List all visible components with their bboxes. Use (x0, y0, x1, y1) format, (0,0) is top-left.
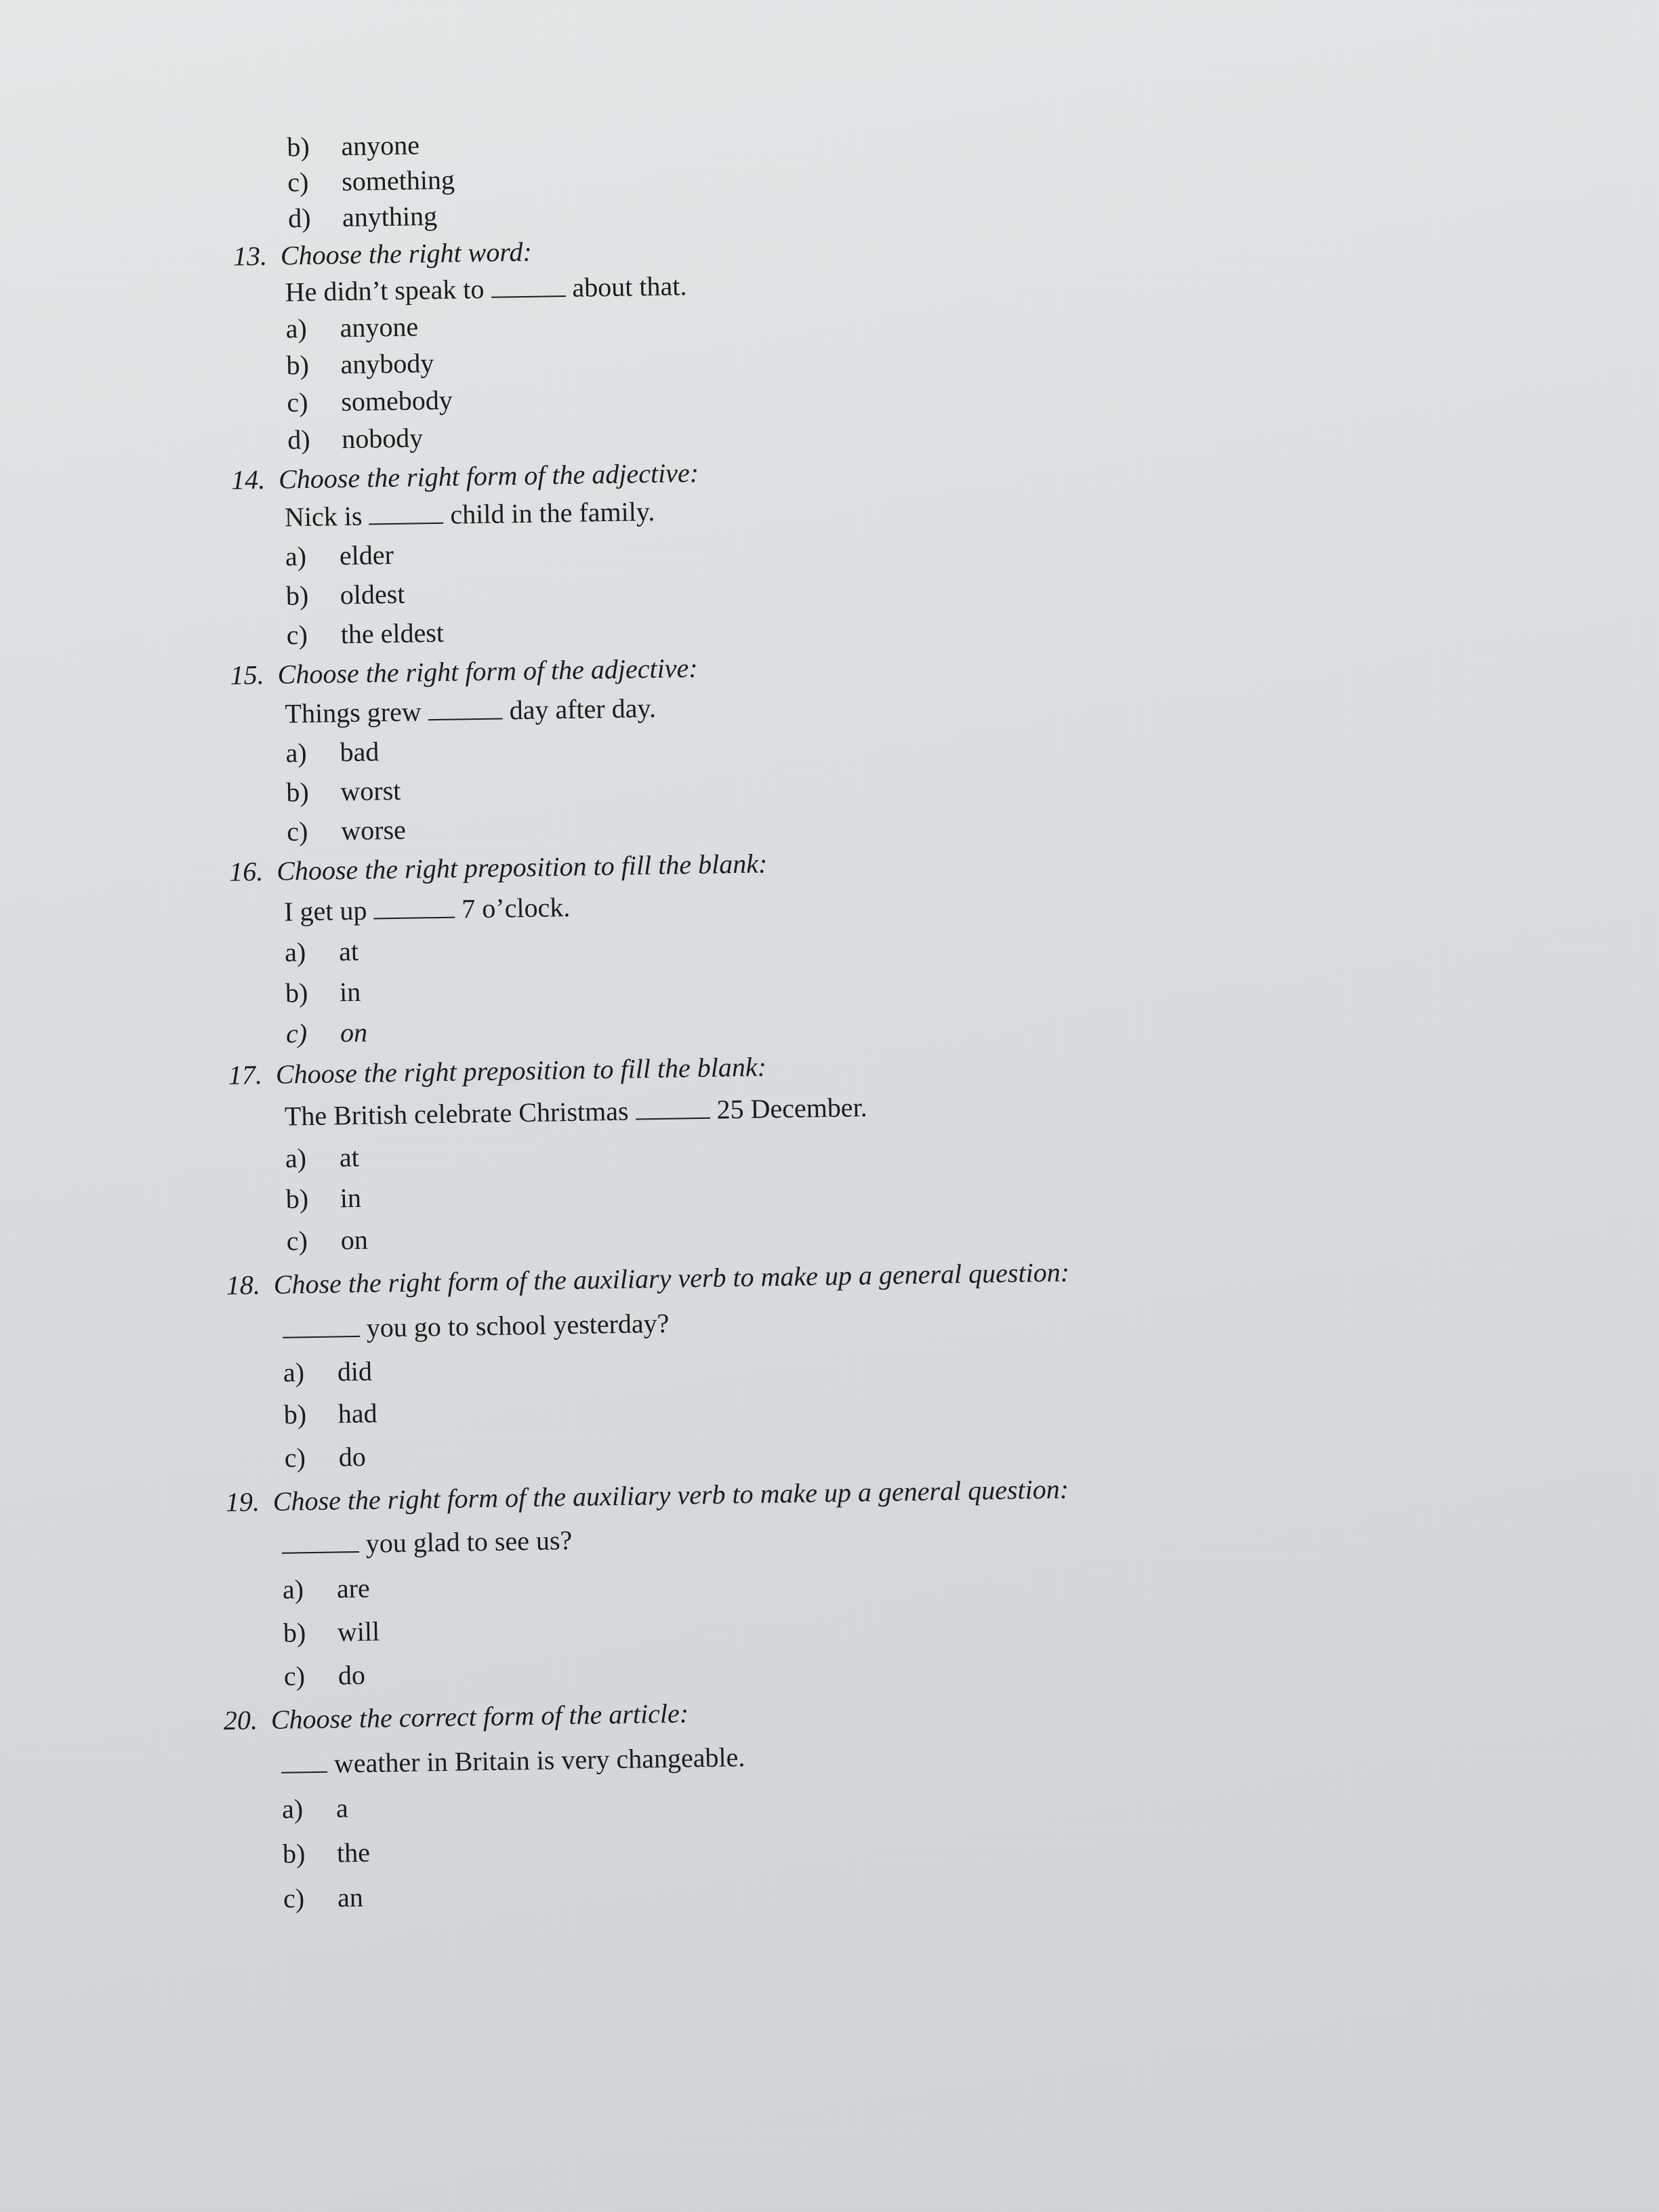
option-text: do (337, 1659, 366, 1691)
option-letter: c) (287, 386, 308, 418)
option-row (285, 539, 394, 573)
option-row (285, 735, 380, 769)
option-row (283, 1837, 371, 1870)
option-text: anything (342, 200, 438, 233)
option-row (283, 1355, 372, 1389)
question-stem (282, 1307, 669, 1346)
stem-after: 7 o’clock. (461, 891, 571, 924)
option-row (286, 1224, 368, 1258)
option-row (288, 200, 438, 234)
option-row (287, 814, 406, 848)
answer-blank (283, 1313, 361, 1338)
option-text: oldest (340, 578, 405, 611)
option-letter: a) (285, 1143, 307, 1174)
option-row (284, 1441, 366, 1475)
answer-blank (428, 695, 503, 720)
option-text: an (337, 1881, 364, 1913)
option-letter: d) (287, 202, 311, 234)
option-row (282, 1792, 349, 1826)
option-letter: b) (282, 1838, 306, 1869)
option-text: elder (339, 539, 394, 571)
option-text: anyone (340, 311, 419, 344)
option-letter: b) (283, 1399, 307, 1430)
option-text: in (339, 976, 361, 1008)
question-instruction: Choose the correct form of the article: (270, 1698, 689, 1736)
option-row (286, 347, 434, 382)
question-heading (226, 1256, 1069, 1302)
option-letter: c) (283, 1883, 305, 1914)
question-stem (285, 1091, 867, 1132)
question-heading (230, 652, 698, 692)
option-row (283, 1881, 364, 1915)
option-row (285, 310, 418, 345)
question-instruction: Choose the right preposition to fill the blank: (275, 1051, 767, 1090)
question-stem (285, 692, 656, 731)
option-letter: a) (283, 1357, 305, 1388)
answer-blank (373, 894, 455, 920)
option-text: anyone (341, 129, 420, 162)
question-instruction: Choose the right form of the adjective: (278, 457, 699, 495)
answer-blank (491, 272, 566, 298)
option-text: at (339, 1141, 360, 1173)
option-row (284, 1659, 366, 1693)
question-heading (225, 1473, 1069, 1519)
stem-after: about that. (572, 270, 687, 303)
option-text: did (337, 1355, 373, 1387)
question-instruction: Choose the right preposition to fill the blank: (276, 848, 768, 886)
option-text: do (338, 1441, 367, 1473)
option-letter: c) (286, 619, 308, 651)
option-row (287, 163, 455, 199)
option-text: are (336, 1572, 371, 1604)
option-text: bad (340, 736, 380, 768)
stem-before: Nick is (284, 500, 363, 533)
stem-after: day after day. (509, 692, 657, 726)
option-text: somebody (341, 384, 453, 417)
question-heading (233, 236, 532, 273)
option-letter: b) (285, 579, 309, 611)
stem-after: you go to school yesterday? (366, 1307, 670, 1343)
question-number: 13. (232, 240, 268, 272)
option-row (283, 1397, 377, 1431)
option-text: on (340, 1017, 368, 1048)
stem-after: you glad to see us? (365, 1525, 573, 1559)
option-text: worst (340, 775, 401, 807)
option-letter: c) (283, 1660, 306, 1692)
option-row (285, 976, 361, 1010)
option-letter: a) (281, 1793, 304, 1824)
stem-before: He didn’t speak to (285, 273, 485, 308)
stem-before: I get up (283, 895, 367, 927)
answer-blank (281, 1528, 359, 1554)
answer-blank (369, 499, 444, 525)
option-row (285, 1182, 361, 1216)
option-text: the eldest (340, 617, 445, 650)
option-text: at (338, 935, 359, 967)
option-letter: b) (285, 977, 308, 1008)
option-letter: c) (286, 1225, 308, 1256)
question-heading (228, 1050, 767, 1091)
stem-before: The British celebrate Christmas (284, 1095, 629, 1132)
question-stem (285, 270, 687, 308)
question-instruction: Choose the right form of the adjective: (277, 652, 698, 690)
question-stem (285, 495, 655, 534)
question-heading (231, 457, 699, 497)
stem-after: weather in Britain is very changeable. (333, 1742, 745, 1779)
option-text: on (340, 1224, 369, 1256)
option-text: anybody (340, 348, 434, 380)
answer-blank (635, 1094, 710, 1120)
question-heading (224, 1697, 689, 1737)
option-text: worse (340, 814, 407, 846)
stem-after: child in the family. (450, 495, 655, 530)
option-row (283, 1572, 371, 1606)
option-letter: a) (285, 312, 308, 344)
option-letter: c) (284, 1442, 306, 1473)
stem-after: 25 December. (716, 1092, 867, 1125)
option-row (285, 935, 359, 969)
option-text: had (337, 1397, 377, 1429)
option-row (286, 1017, 368, 1050)
question-heading (229, 847, 768, 888)
question-number: 18. (226, 1269, 261, 1300)
option-row (286, 617, 444, 652)
option-letter: a) (284, 937, 306, 968)
option-text: a (335, 1793, 349, 1824)
question-number: 16. (228, 856, 264, 887)
question-instruction: Choose the right word: (280, 236, 533, 271)
option-row (287, 384, 453, 419)
option-row (286, 775, 401, 809)
option-row (287, 129, 419, 163)
question-number: 17. (228, 1059, 263, 1090)
option-text: something (341, 164, 455, 197)
option-row (285, 578, 405, 613)
option-letter: b) (287, 131, 310, 163)
option-row (285, 1141, 360, 1175)
option-letter: c) (287, 166, 309, 198)
option-text: in (340, 1182, 362, 1214)
option-letter: b) (286, 349, 310, 381)
question-number: 20. (223, 1704, 258, 1736)
stem-before: Things grew (285, 696, 422, 729)
option-letter: c) (285, 1018, 308, 1049)
option-letter: a) (285, 541, 307, 572)
option-text: the (336, 1837, 371, 1868)
question-stem (281, 1741, 745, 1781)
question-stem (281, 1524, 572, 1561)
question-number: 19. (225, 1486, 260, 1518)
option-row (287, 422, 424, 456)
option-letter: a) (282, 1574, 304, 1605)
option-letter: b) (283, 1617, 306, 1648)
question-number: 15. (230, 659, 265, 691)
answer-blank (281, 1748, 328, 1774)
option-text: will (337, 1616, 380, 1647)
option-letter: c) (286, 816, 308, 847)
option-text: nobody (341, 422, 424, 455)
option-letter: b) (286, 776, 310, 808)
question-number: 14. (230, 464, 266, 495)
option-letter: b) (285, 1183, 309, 1214)
question-instruction: Chose the right form of the auxiliary verb to make up a general question: (272, 1473, 1069, 1517)
option-letter: a) (285, 737, 307, 769)
option-row (283, 1616, 380, 1650)
question-stem (284, 891, 571, 928)
question-instruction: Chose the right form of the auxiliary verb to make up a general question: (273, 1256, 1070, 1300)
option-letter: d) (287, 424, 310, 455)
